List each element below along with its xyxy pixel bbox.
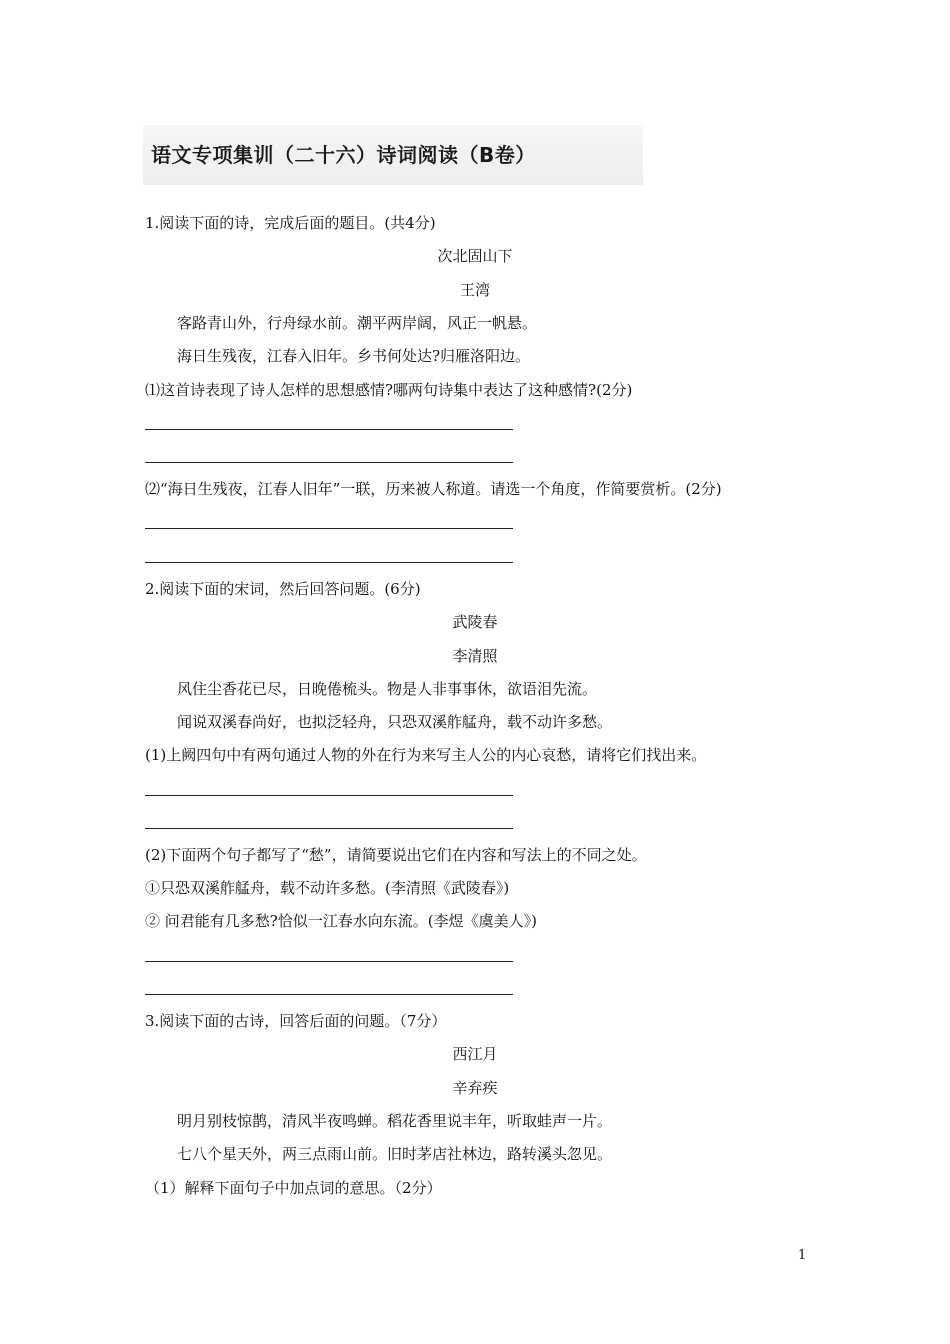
answer-line	[145, 994, 513, 995]
q1-subquestion-2: ⑵“海日生残夜，江春人旧年”一联，历来被人称道。请选一个角度，作简要赏析。(2分)	[145, 480, 722, 498]
q3-poem-line-1: 明月别枝惊鹊，清风半夜鸣蝉。稻花香里说丰年，听取蛙声一片。	[177, 1112, 613, 1130]
title-banner	[143, 125, 643, 185]
q2-poem-title: 武陵春	[452, 613, 498, 631]
q2-item-2: ② 问君能有几多愁?恰似一江春水向东流。(李煜《虞美人》)	[145, 912, 538, 930]
q2-author: 李清照	[452, 647, 498, 665]
answer-line	[145, 562, 513, 563]
q3-author: 辛弃疾	[452, 1079, 498, 1097]
q2-subquestion-2: (2)下面两个句子都写了“愁”，请简要说出它们在内容和写法上的不同之处。	[145, 846, 647, 864]
q1-poem-line-1: 客路青山外，行舟绿水前。潮平两岸阔，风正一帆悬。	[177, 314, 538, 332]
q1-subquestion-1: ⑴这首诗表现了诗人怎样的思想感情?哪两句诗集中表达了这种感情?(2分)	[145, 381, 633, 399]
answer-line	[145, 795, 513, 796]
answer-line	[145, 961, 513, 962]
q3-poem-title: 西江月	[452, 1045, 498, 1063]
page-title: 语文专项集训（二十六）诗词阅读（B卷）	[151, 143, 536, 167]
page-number: 1	[798, 1248, 807, 1263]
q2-subquestion-1: (1)上阙四句中有两句通过人物的外在行为来写主人公的内心哀愁，请将它们找出来。	[145, 746, 707, 764]
q1-poem-title: 次北固山下	[437, 247, 513, 265]
answer-line	[145, 462, 513, 463]
q3-poem-line-2: 七八个星天外，两三点雨山前。旧时茅店社林边，路转溪头忽见。	[177, 1145, 613, 1163]
q2-item-1: ①只恐双溪舴艋舟，载不动许多愁。(李清照《武陵春》)	[145, 879, 510, 897]
q2-poem-line-1: 风住尘香花已尽，日晚倦梳头。物是人非事事休，欲语泪先流。	[177, 680, 598, 698]
q3-subquestion-1: （1）解释下面句子中加点词的意思。（2分）	[145, 1179, 442, 1197]
answer-line	[145, 828, 513, 829]
answer-line	[145, 528, 513, 529]
q1-author: 王湾	[459, 281, 490, 299]
q1-intro: 1.阅读下面的诗，完成后面的题目。(共4分)	[145, 214, 436, 232]
q1-poem-line-2: 海日生残夜，江春入旧年。乡书何处达?归雁洛阳边。	[177, 347, 531, 365]
q2-intro: 2.阅读下面的宋词，然后回答问题。(6分)	[145, 580, 421, 598]
q2-poem-line-2: 闻说双溪春尚好，也拟泛轻舟，只恐双溪舴艋舟，载不动许多愁。	[177, 713, 613, 731]
q3-intro: 3.阅读下面的古诗，回答后面的问题。（7分）	[145, 1012, 447, 1030]
answer-line	[145, 429, 513, 430]
